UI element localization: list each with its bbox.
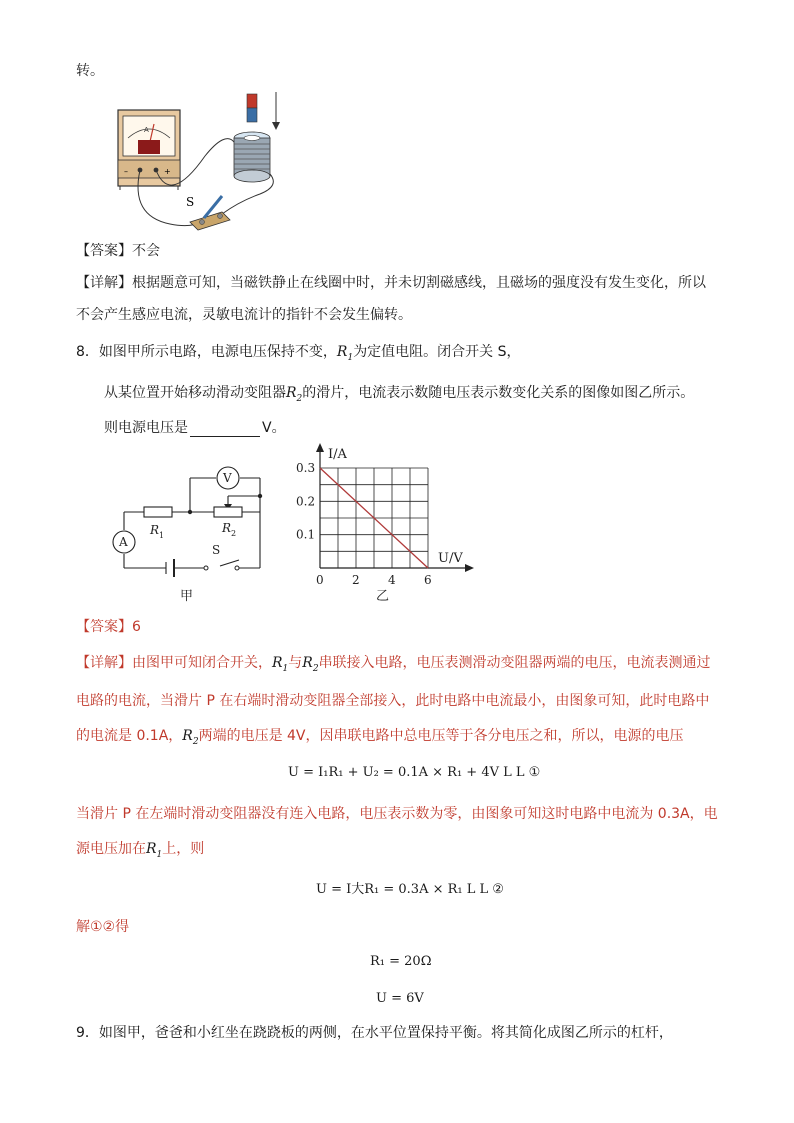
stem-text: 8．如图甲所示电路，电源电压保持不变，: [76, 344, 337, 360]
stem-text: 为定值电阻。闭合开关 S，: [353, 344, 521, 360]
q8-detail-line4: 当滑片 P 在左端时滑动变阻器没有连入电路，电压表示数为零，由图象可知这时电路中电流为 0.3A，电: [76, 806, 718, 822]
switch-label: S: [212, 543, 221, 557]
r1-symbol: $R_1$: [272, 655, 289, 674]
q8-stem-line3: [104, 417, 286, 437]
answer-text: 不会: [132, 243, 160, 259]
ammeter-label: A: [119, 535, 128, 549]
answer-tag: 【答案】: [76, 619, 132, 635]
r1-label: R: [150, 523, 160, 537]
q8-stem-line1: [76, 341, 521, 363]
r1-symbol: $R_1$: [336, 344, 354, 363]
y-tick-label: 0.3: [296, 461, 316, 475]
detail-tag: 【详解】: [76, 655, 132, 671]
r2-symbol: $R_2$: [286, 385, 303, 404]
q8-detail-line5: [76, 838, 204, 860]
detail-text: 源电压加在: [76, 841, 146, 857]
detail-text: 由图甲可知闭合开关，: [132, 655, 272, 671]
q8-detail-line2: 电路的电流，当滑片 P 在右端时滑动变阻器全部接入，此时电路中电流最小，由图象可知，此时电路中: [76, 693, 710, 709]
figure-caption-yi: 乙: [376, 589, 390, 604]
r2-sub: 2: [231, 529, 237, 538]
x-tick-label: 0: [316, 573, 324, 587]
detail-tag: 【详解】: [76, 275, 132, 291]
prev-question-tail: 转。: [76, 63, 104, 79]
x-axis-arrow: [465, 564, 474, 572]
switch-label: S: [186, 195, 195, 209]
r2-label: R: [222, 521, 232, 535]
equation-3: R₁ = 20Ω: [370, 954, 432, 969]
x-tick-label: 6: [424, 573, 432, 587]
detail-text: 的电流是 0.1A，: [76, 728, 183, 744]
q8-stem-line2: [104, 382, 694, 404]
detail-text: 与: [288, 655, 303, 671]
r1-sub: 1: [159, 531, 165, 540]
svg-text:–: –: [124, 167, 128, 176]
y-axis-arrow: [316, 443, 324, 452]
figure-caption-jia: 甲: [180, 589, 194, 604]
detail-text: 上，则: [162, 841, 205, 857]
equation-1: U = I₁R₁ + U₂ = 0.1A × R₁ + 4V L L ①: [288, 765, 541, 780]
x-axis-label: U/V: [438, 551, 463, 566]
answer-blank[interactable]: [190, 422, 260, 437]
detail-text: 串联接入电路，电压表测滑动变阻器两端的电压，电流表测通过: [318, 655, 711, 671]
stem-text: V。: [262, 420, 286, 436]
svg-text:A: A: [144, 126, 149, 134]
q9-stem-line1: 9．如图甲，爸爸和小红坐在跷跷板的两侧，在水平位置保持平衡。将其简化成图乙所示的杠杆，: [76, 1025, 673, 1041]
answer-tag: 【答案】: [76, 243, 132, 259]
answer-text: 6: [132, 619, 141, 635]
detail-text: 根据题意可知，当磁铁静止在线圈中时，并未切割磁感线，且磁场的强度没有发生变化，所以: [132, 275, 706, 291]
circuit-diagram: [104, 460, 274, 605]
equation-2: U = I大R₁ = 0.3A × R₁ L L ②: [316, 882, 504, 897]
x-tick-label: 2: [352, 573, 360, 587]
y-axis-label: I/A: [328, 447, 347, 462]
y-tick-label: 0.2: [296, 494, 316, 509]
r2-symbol: $R_2$: [302, 655, 319, 674]
q8-detail-line3: [76, 725, 684, 747]
stem-text: 的滑片，电流表示数随电压表示数变化关系的图像如图乙所示。: [302, 385, 695, 401]
equation-4: U = 6V: [376, 991, 424, 1006]
x-tick-label: 4: [388, 573, 396, 587]
r1-symbol: $R_1$: [146, 841, 163, 860]
q8-detail-line6: 解①②得: [76, 919, 130, 935]
r2-symbol: $R_2$: [182, 728, 199, 747]
q7-detail-line2: 不会产生感应电流，灵敏电流计的指针不会发生偏转。: [76, 307, 412, 323]
q8-answer: [76, 616, 141, 636]
stem-text: 从某位置开始移动滑动变阻器: [104, 385, 286, 401]
y-tick-label: 0.1: [296, 527, 316, 542]
q7-answer: [76, 240, 160, 260]
galvanometer-coil-figure: [110, 86, 310, 236]
svg-text:+: +: [164, 167, 171, 176]
q7-detail-line1: [76, 272, 706, 292]
q8-detail-line1: [76, 652, 711, 674]
i-u-graph: [290, 440, 480, 605]
detail-text: 两端的电压是 4V，因串联电路中总电压等于各分电压之和，所以，电源的电压: [198, 728, 684, 744]
stem-text: 则电源电压是: [104, 420, 188, 436]
voltmeter-label: V: [223, 471, 232, 485]
